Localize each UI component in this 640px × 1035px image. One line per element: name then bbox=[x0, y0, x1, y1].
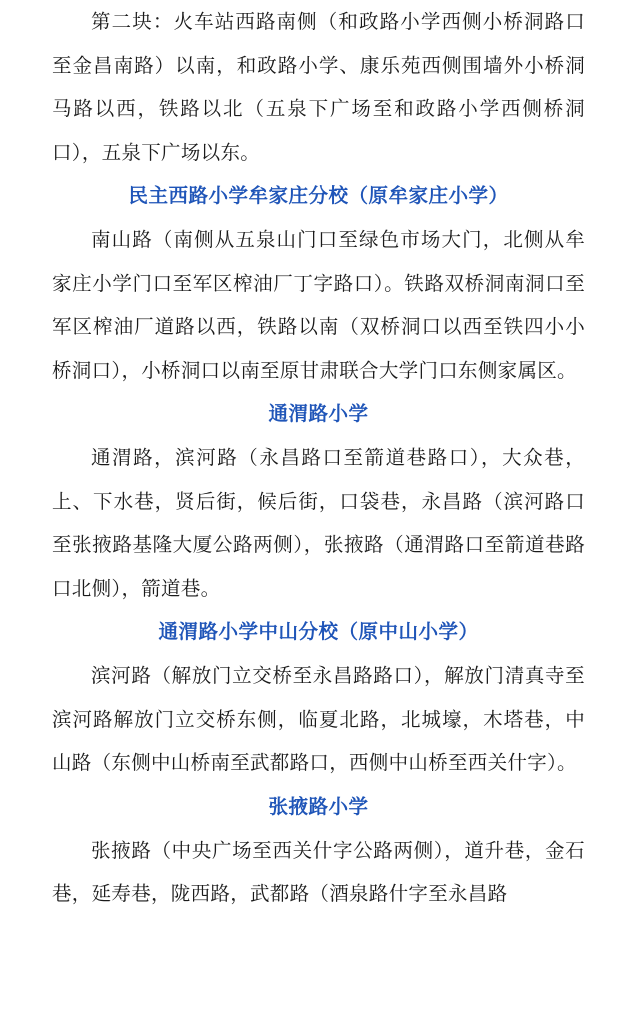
section-body-zhongshan: 滨河路（解放门立交桥至永昌路路口），解放门清真寺至滨河路解放门立交桥东侧，临夏北路，北城壕，木塔巷，中山路（东侧中山桥南至武都路口，西侧中山桥至西关什字）。 bbox=[52, 664, 585, 774]
section-heading-tongweilu: 通渭路小学 bbox=[268, 402, 369, 425]
section-heading-zhongshan: 通渭路小学中山分校（原中山小学） bbox=[158, 620, 479, 643]
section-heading-mujiazhuang: 民主西路小学牟家庄分校（原牟家庄小学） bbox=[128, 184, 509, 207]
document-page bbox=[52, 0, 585, 916]
section-heading-zhangyelu: 张掖路小学 bbox=[268, 794, 369, 818]
section-body-zhangyelu: 张掖路（中央广场至西关什字公路两侧），道升巷，金石巷，延寿巷，陇西路，武都路（酒泉路什字至永昌路 bbox=[52, 838, 585, 905]
intro-paragraph: 第二块：火车站西路南侧（和政路小学西侧小桥洞路口至金昌南路）以南，和政路小学、康乐苑西侧围墙外小桥洞马路以西，铁路以北（五泉下广场至和政路小学西侧桥洞口），五泉下广场以东。 bbox=[52, 10, 585, 164]
section-body-mujiazhuang: 南山路（南侧从五泉山门口至绿色市场大门，北侧从牟家庄小学门口至军区榨油厂丁字路口）。铁路双桥洞南洞口至军区榨油厂道路以西，铁路以南（双桥洞口以西至铁四小小桥洞口），小桥洞口以南至原甘肃联合大学门口东侧家属区。 bbox=[52, 228, 585, 382]
section-body-tongweilu: 通渭路，滨河路（永昌路口至箭道巷路口），大众巷，上、下水巷，贤后街，候后街，口袋巷，永昌路（滨河路口至张掖路基隆大厦公路两侧），张掖路（通渭路口至箭道巷路口北侧），箭道巷。 bbox=[52, 446, 585, 600]
